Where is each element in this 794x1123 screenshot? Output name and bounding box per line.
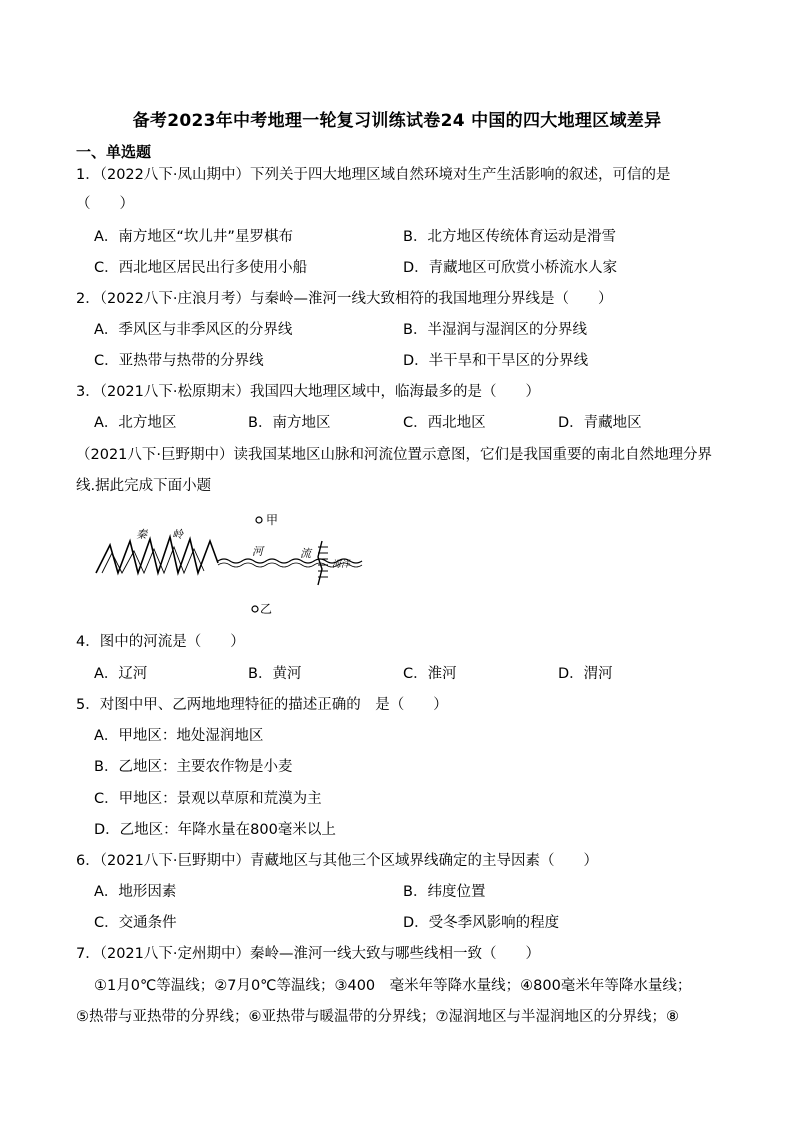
diagram-svg: [92, 505, 382, 623]
question-6-option-c: C．交通条件: [94, 915, 177, 931]
question-2-stem: 2．（2022八下·庄浪月考）与秦岭—淮河一线大致相符的我国地理分界线是（ ）: [76, 291, 613, 307]
question-1-stem-cont: （ ）: [76, 196, 134, 212]
question-3-option-b: B．南方地区: [248, 415, 331, 431]
question-2-option-d: D．半干旱和干旱区的分界线: [403, 353, 589, 369]
river-mountain-diagram: [92, 505, 382, 623]
label-sea: 海洋: [332, 560, 351, 570]
question-1-option-a: A．南方地区“坎儿井”星罗棋布: [94, 229, 293, 245]
question-3-stem: 3．（2021八下·松原期末）我国四大地理区域中，临海最多的是（ ）: [76, 384, 540, 400]
page-title: 备考2023年中考地理一轮复习训练试卷24 中国的四大地理区域差异: [132, 111, 662, 131]
question-1-option-b: B．北方地区传统体育运动是滑雪: [403, 229, 616, 245]
question-1-option-d: D．青藏地区可欣赏小桥流水人家: [403, 260, 618, 276]
question-4-option-b: B．黄河: [248, 666, 302, 682]
question-5-option-c: C．甲地区：景观以草原和荒漠为主: [94, 791, 322, 807]
mountain-range: [96, 537, 218, 573]
label-yi: 乙: [260, 602, 273, 616]
site-jia-marker: [256, 517, 262, 523]
question-4-option-d: D．渭河: [558, 666, 613, 682]
label-ling: 岭: [172, 528, 183, 541]
label-he: 河: [252, 545, 263, 558]
question-5-option-a: A．甲地区：地处湿润地区: [94, 728, 264, 744]
label-qin: 秦: [136, 528, 147, 541]
question-4-stem: 4．图中的河流是（ ）: [76, 634, 245, 650]
question-1-stem: 1．（2022八下·凤山期中）下列关于四大地理区域自然环境对生产生活影响的叙述，可信的是: [76, 167, 671, 183]
label-liu: 流: [300, 547, 311, 560]
question-6-stem: 6．（2021八下·巨野期中）青藏地区与其他三个区域界线确定的主导因素（ ）: [76, 853, 598, 869]
question-4-option-c: C．淮河: [403, 666, 457, 682]
question-2-option-c: C．亚热带与热带的分界线: [94, 353, 264, 369]
question-7-line-1: ①1月0℃等温线；②7月0℃等温线；③400 毫米年等降水量线；④800毫米年等降水量线；: [94, 978, 692, 994]
group-intro-line-1: （2021八下·巨野期中）读我国某地区山脉和河流位置示意图，它们是我国重要的南北自然地理分界: [76, 447, 713, 463]
question-7-stem: 7．（2021八下·定州期中）秦岭—淮河一线大致与哪些线相一致（ ）: [76, 946, 540, 962]
question-5-stem: 5．对图中甲、乙两地地理特征的描述正确的 是（ ）: [76, 697, 448, 713]
question-6-option-a: A．地形因素: [94, 884, 177, 900]
site-yi-marker: [252, 606, 258, 612]
question-2-option-b: B．半湿润与湿润区的分界线: [403, 322, 587, 338]
question-3-option-a: A．北方地区: [94, 415, 177, 431]
question-7-line-2: ⑤热带与亚热带的分界线；⑥亚热带与暖温带的分界线；⑦湿润地区与半湿润地区的分界线；⑧: [76, 1009, 679, 1025]
question-6-option-d: D．受冬季风影响的程度: [403, 915, 560, 931]
section-heading: 一、单选题: [76, 143, 152, 161]
question-2-option-a: A．季风区与非季风区的分界线: [94, 322, 293, 338]
question-4-option-a: A．辽河: [94, 666, 148, 682]
question-3-option-d: D．青藏地区: [558, 415, 642, 431]
question-3-option-c: C．西北地区: [403, 415, 486, 431]
group-intro-line-2: 线.据此完成下面小题: [76, 478, 212, 494]
question-6-option-b: B．纬度位置: [403, 884, 486, 900]
question-1-option-c: C．西北地区居民出行多使用小船: [94, 260, 308, 276]
label-jia: 甲: [266, 513, 279, 527]
question-5-option-b: B．乙地区：主要农作物是小麦: [94, 759, 293, 775]
question-5-option-d: D．乙地区：年降水量在800毫米以上: [94, 822, 336, 838]
